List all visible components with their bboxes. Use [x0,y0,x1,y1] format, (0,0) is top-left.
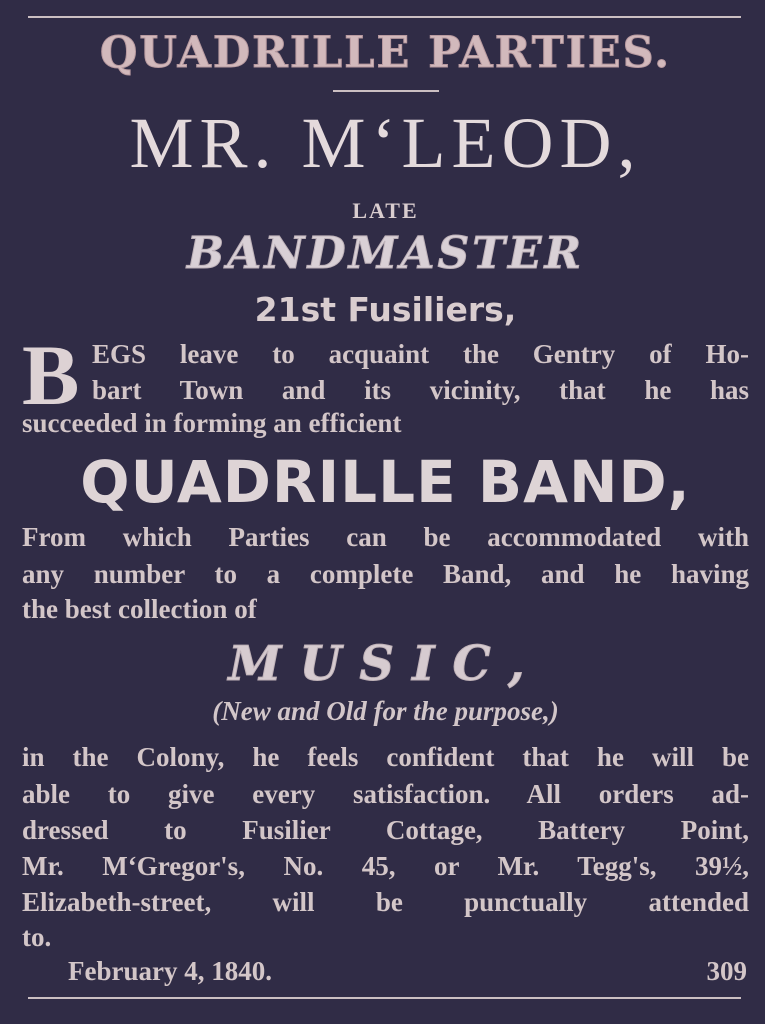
music-note: (New and Old for the purpose,) [212,696,559,726]
body-line: able to give every satisfaction. All orders ad- [22,779,749,809]
heading-divider [333,90,439,92]
body-line: the best collection of [22,594,257,624]
regiment-label: 21st Fusiliers, [254,290,517,329]
music-heading: MUSIC, [228,636,543,692]
advertiser-name: MR. M‘LEOD, [129,103,642,183]
body-line: in the Colony, he feels confident that he will be [22,742,749,772]
drop-cap: B [22,327,80,423]
quadrille-band-heading: QUADRILLE BAND, [80,448,691,516]
body-line: bart Town and its vicinity, that he has [92,375,749,405]
top-rule [28,16,741,18]
advertisement-number: 309 [706,956,747,986]
body-line: to. [22,922,52,952]
advertisement-date: February 4, 1840. [68,956,272,986]
body-line: EGS leave to acquaint the Gentry of Ho- [92,339,749,369]
bottom-rule [28,997,741,999]
bandmaster-title: BANDMASTER [186,228,585,279]
body-line: dressed to Fusilier Cottage, Battery Point, [22,815,749,845]
body-line: succeeded in forming an efficient [22,408,402,438]
body-line: From which Parties can be accommodated with [22,522,749,552]
heading-quadrille-parties: QUADRILLE PARTIES. [99,28,672,78]
body-line: any number to a complete Band, and he having [22,559,749,589]
body-line: Mr. M‘Gregor's, No. 45, or Mr. Tegg's, 39½, [22,851,749,881]
late-label: LATE [352,198,419,223]
body-line: Elizabeth-street, will be punctually attended [22,887,749,917]
